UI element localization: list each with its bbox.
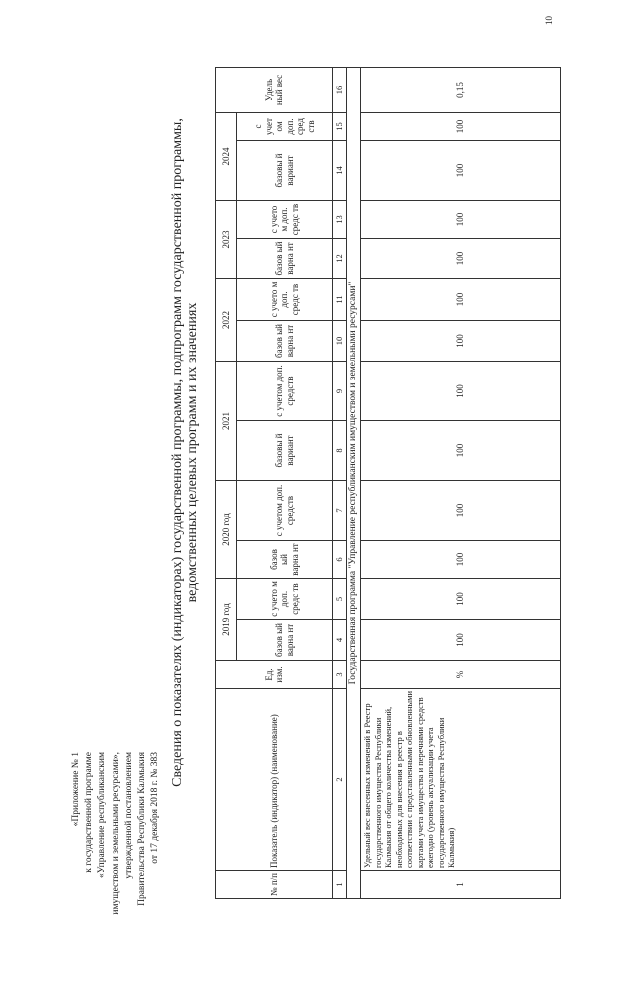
header-with-2020: с учетом доп. средств <box>237 481 333 541</box>
column-number: 3 <box>333 661 347 689</box>
header-with-2021: с учетом доп. средств <box>237 362 333 421</box>
header-with-2023: с учето м доп. средс тв <box>237 201 333 239</box>
column-number: 4 <box>333 620 347 661</box>
header-year-2019: 2019 год <box>216 579 237 661</box>
header-row-years <box>216 68 237 899</box>
appendix-line: «Приложение № 1 <box>71 752 81 827</box>
column-number: 7 <box>333 481 347 541</box>
document-title <box>170 0 200 905</box>
program-row <box>347 68 361 899</box>
appendix-block <box>70 752 162 992</box>
header-with-2019: с учето м доп. средс тв <box>237 579 333 620</box>
column-number: 8 <box>333 421 347 481</box>
header-year-2020: 2020 год <box>216 481 237 579</box>
header-year-2024: 2024 <box>216 113 237 201</box>
header-year-2022: 2022 <box>216 279 237 362</box>
column-number: 1 <box>333 871 347 899</box>
appendix-line: «Управление республиканским <box>97 752 108 879</box>
header-base-2024: базовы й вариант <box>237 141 333 201</box>
row-value: 100 <box>361 201 561 239</box>
appendix-line: от 17 декабря 2018 г. № 383 <box>150 752 161 864</box>
header-base-2021: базовы й вариант <box>237 421 333 481</box>
row-value: 100 <box>361 541 561 579</box>
row-value: 100 <box>361 421 561 481</box>
program-title: Государственная программа "Управление республиканским имуществом и земельными ресурсами" <box>347 68 361 899</box>
page-number: 10 <box>544 16 554 25</box>
appendix-line: Правительства Республики Калмыкия <box>137 752 148 906</box>
header-year-2021: 2021 <box>216 362 237 481</box>
column-number: 5 <box>333 579 347 620</box>
header-with-2022: с учето м доп. средс тв <box>237 279 333 321</box>
column-number: 14 <box>333 141 347 201</box>
appendix-line: утвержденной постановлением <box>123 752 134 879</box>
header-unit: Ед. изм. <box>216 661 333 689</box>
row-value: 100 <box>361 481 561 541</box>
column-number: 10 <box>333 321 347 362</box>
row-value: 100 <box>361 579 561 620</box>
row-weight: 0,15 <box>361 68 561 113</box>
column-number: 12 <box>333 239 347 279</box>
column-number-row <box>333 68 347 899</box>
row-indicator: Удельный вес внесенных изменений в Реестр государственного имущества Республики Калмыкия от общего количества изменений, необходимых для внесения в реестр в соответствии с представленными обновленными картами учета имущества и перечнями средств ежегодно (уровень актуализации учета государственного имущества Республики Калмыкия) <box>361 689 561 871</box>
row-num: 1 <box>361 871 561 899</box>
row-value: 100 <box>361 321 561 362</box>
column-number: 13 <box>333 201 347 239</box>
column-number: 11 <box>333 279 347 321</box>
header-with-2024: с учет ом доп. сред ств <box>237 113 333 141</box>
column-number: 6 <box>333 541 347 579</box>
table-row <box>361 68 561 899</box>
column-number: 2 <box>333 689 347 871</box>
row-value: 100 <box>361 279 561 321</box>
title-line-1: Сведения о показателях (индикаторах) государственной программы, подпрограмм государственной программы, <box>170 118 185 787</box>
header-weight: Удель ный вес <box>216 68 333 113</box>
appendix-line: имуществом и земельными ресурсами», <box>110 752 121 915</box>
row-value: 100 <box>361 113 561 141</box>
row-value: 100 <box>361 141 561 201</box>
column-number: 16 <box>333 68 347 113</box>
header-num: № п/п <box>216 871 333 899</box>
header-base-2022: базов ый варна нт <box>237 321 333 362</box>
header-base-2019: базов ый варна нт <box>237 620 333 661</box>
row-unit: % <box>361 661 561 689</box>
header-indicator: Показатель (индикатор) (наименование) <box>216 689 333 871</box>
appendix-line: к государственной программе <box>84 752 95 873</box>
column-number: 15 <box>333 113 347 141</box>
row-value: 100 <box>361 362 561 421</box>
header-base-2020: базов ый варна нт <box>237 541 333 579</box>
row-value: 100 <box>361 620 561 661</box>
indicators-table <box>215 67 561 899</box>
column-number: 9 <box>333 362 347 421</box>
header-base-2023: базов ый варна нт <box>237 239 333 279</box>
header-year-2023: 2023 <box>216 201 237 279</box>
row-value: 100 <box>361 239 561 279</box>
title-line-2: ведомственных целевых программ и их значениях <box>185 302 200 603</box>
